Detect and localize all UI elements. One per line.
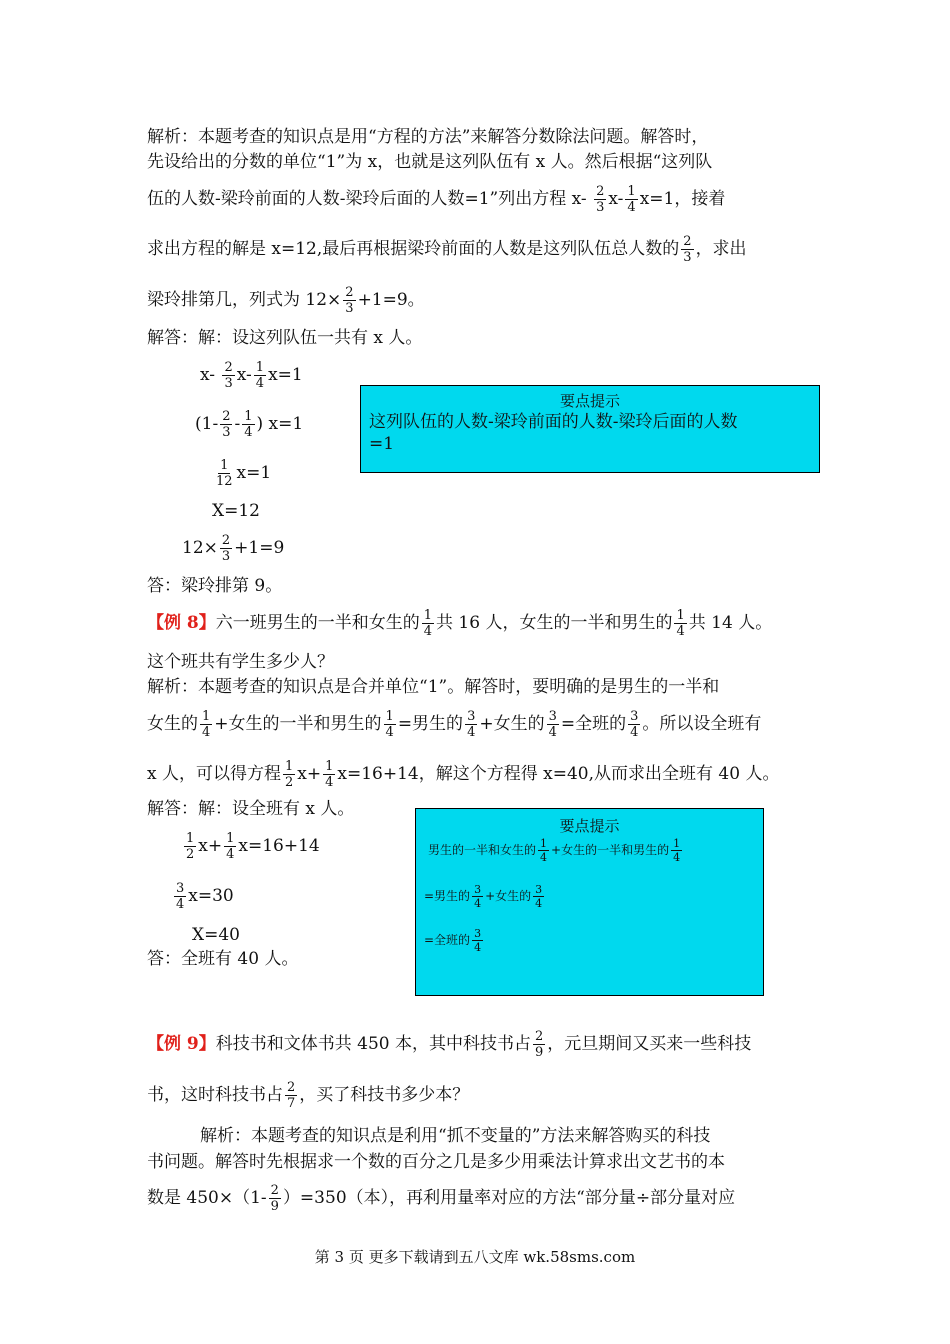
key-point-box-1 (360, 385, 820, 473)
key-point-text-cont: =1 (369, 434, 395, 454)
page-footer: 第 3 页 更多下载请到五八文库 wk.58sms.com (314, 1248, 636, 1266)
analysis-line-3: 伍的人数-梁玲前面的人数-梁玲后面的人数=1”列出方程 x- $\frac{2}{3}$ x- $\frac{1}{4}$ x=1，接着 (147, 184, 726, 215)
example-8-analysis-3: x 人，可以得方程 $\frac{1}{2}$ x+ $\frac{1}{4}$ x=16+14，解这个方程得 x=40,从而求出全班有 40 人。 (147, 759, 780, 790)
example-8-equation-2: $\frac{3}{4}$ x=30 (176, 881, 234, 912)
example-9-analysis-3: 数是 450×（1- $\frac{2}{9}$ ）=350（本），再利用量率对应的方法“部分量÷部分量对应 (147, 1183, 736, 1214)
equation-2: (1- $\frac{2}{3}$ - $\frac{1}{4}$ ) x=1 (195, 409, 304, 440)
key-point-row-1: 男生的一半和女生的 $\frac{1}{4}$ +女生的一半和男生的 $\frac{1}{4}$ (428, 837, 681, 864)
equation-3: $\frac{1}{12}$ x=1 (216, 458, 272, 489)
equation-5: 12× $\frac{2}{3}$ +1=9 (182, 533, 285, 564)
example-8-tag: 【例 8】 (147, 613, 216, 633)
example-8-question-line-1: 【例 8】六一班男生的一半和女生的 $\frac{1}{4}$ 共 16 人，女生的一半和男生的 $\frac{1}{4}$ 共 14 人。 (147, 608, 773, 639)
example-9-tag: 【例 9】 (147, 1034, 216, 1054)
example-8-solution-intro: 解答：解：设全班有 x 人。 (147, 799, 355, 819)
analysis-line-2: 先设给出的分数的单位“1”为 x，也就是这列队伍有 x 人。然后根据“这列队 (147, 152, 713, 172)
equation-4: X=12 (212, 501, 260, 521)
example-9-question-line-1: 【例 9】科技书和文体书共 450 本，其中科技书占 $\frac{2}{9}$ ，元旦期间又买来一些科技 (147, 1029, 752, 1060)
answer-1: 答：梁玲排第 9。 (147, 576, 283, 596)
example-9-analysis-1: 解析：本题考查的知识点是利用“抓不变量的”方法来解答购买的科技 (200, 1126, 711, 1146)
example-8-question-line-2: 这个班共有学生多少人？ (147, 652, 334, 672)
key-point-box-2 (415, 808, 764, 996)
example-8-equation-3: X=40 (192, 925, 240, 945)
key-point-text: 这列队伍的人数-梁玲前面的人数-梁玲后面的人数 (369, 412, 738, 432)
key-point-row-2: =男生的 $\frac{3}{4}$ +女生的 $\frac{3}{4}$ (424, 883, 543, 910)
key-point-title-2: 要点提示 (559, 817, 620, 835)
analysis-line-5: 梁玲排第几，列式为 12× $\frac{2}{3}$ +1=9。 (147, 285, 425, 316)
example-8-equation-1: $\frac{1}{2}$ x+ $\frac{1}{4}$ x=16+14 (186, 831, 320, 862)
analysis-line-1: 解析：本题考查的知识点是用“方程的方法”来解答分数除法问题。解答时， (147, 127, 709, 147)
analysis-line-4: 求出方程的解是 x=12,最后再根据梁玲前面的人数是这列队伍总人数的 $\frac{2}{3}$ ，求出 (147, 234, 747, 265)
example-8-analysis-1: 解析：本题考查的知识点是合并单位“1”。解答时，要明确的是男生的一半和 (147, 677, 720, 697)
example-8-analysis-2: 女生的 $\frac{1}{4}$ +女生的一半和男生的 $\frac{1}{4}$ =男生的 $\frac{3}{4}$ +女生的 $\frac{3}{4}$ =全班的 $\frac{3}{4}$ 。所以设全班有 (147, 709, 762, 740)
solution-intro: 解答：解：设这列队伍一共有 x 人。 (147, 328, 423, 348)
equation-1: x- $\frac{2}{3}$ x- $\frac{1}{4}$ x=1 (200, 360, 303, 391)
key-point-title: 要点提示 (559, 392, 620, 410)
example-8-answer: 答：全班有 40 人。 (147, 949, 299, 969)
example-9-analysis-2: 书问题。解答时先根据求一个数的百分之几是多少用乘法计算求出文艺书的本 (147, 1152, 725, 1172)
key-point-row-3: =全班的 $\frac{3}{4}$ (424, 927, 482, 954)
example-9-question-line-2: 书，这时科技书占 $\frac{2}{7}$ ，买了科技书多少本？ (147, 1080, 470, 1111)
